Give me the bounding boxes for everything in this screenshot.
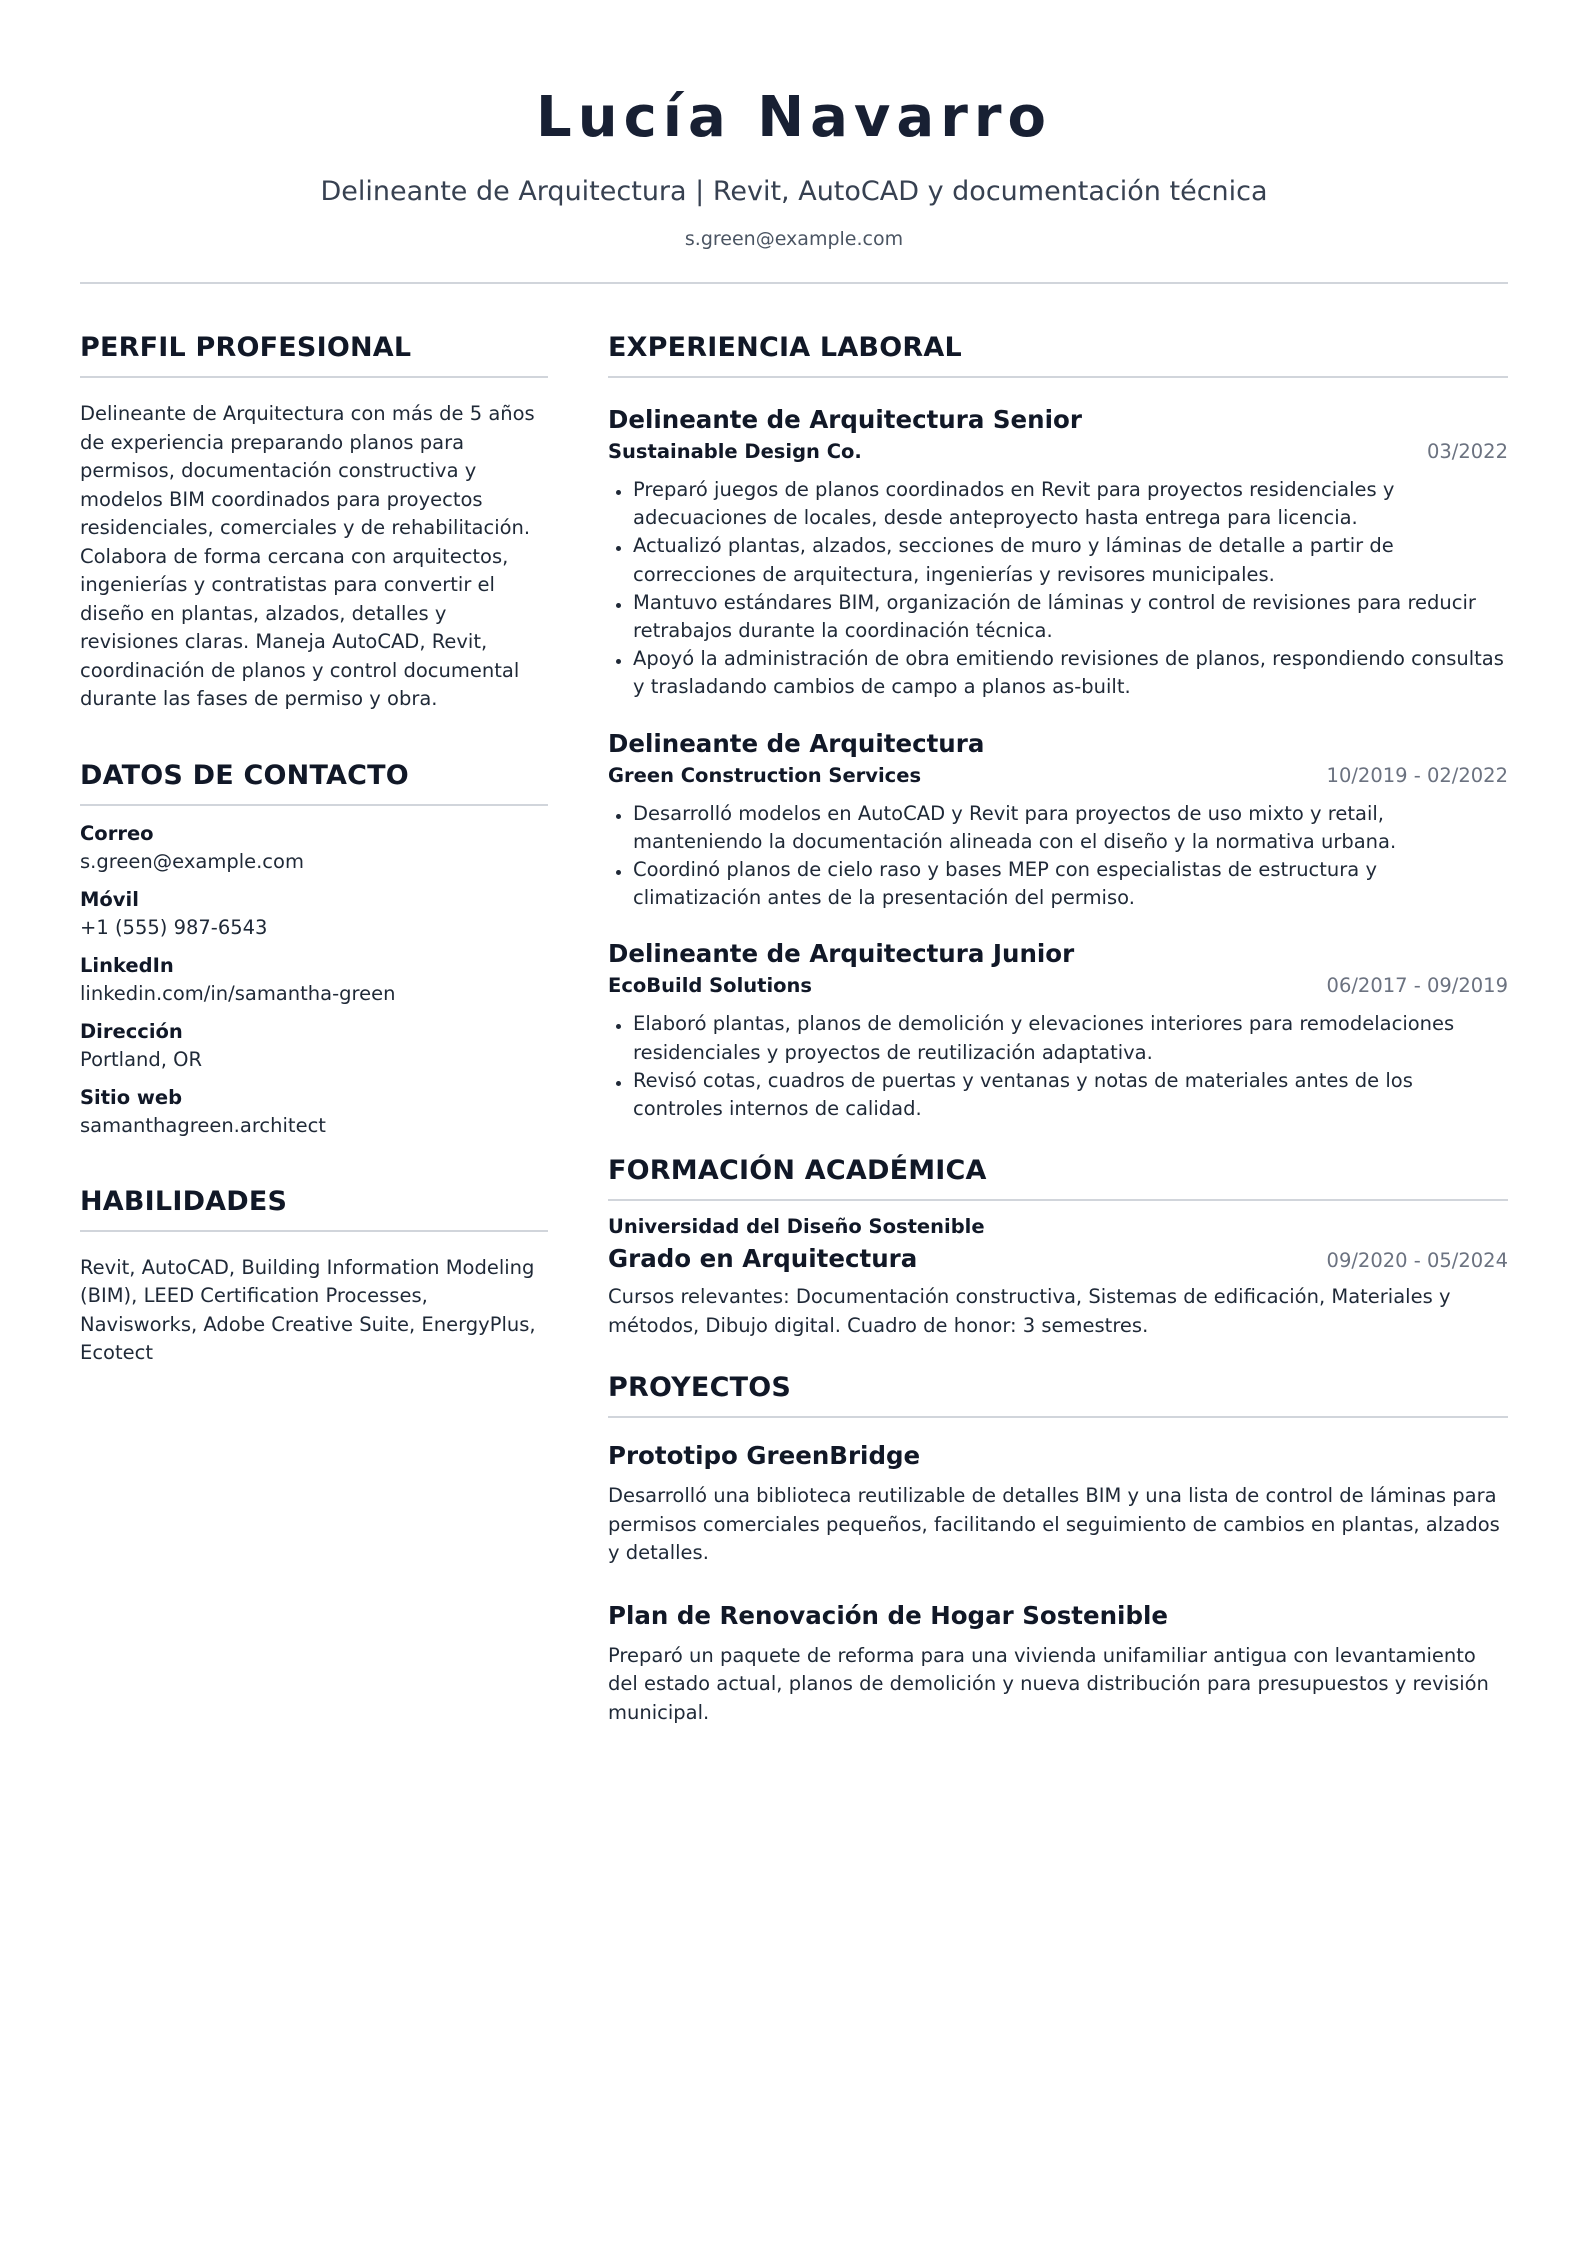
section-title-projects: PROYECTOS bbox=[608, 1370, 1508, 1418]
job-bullet: Coordinó planos de cielo raso y bases MEP con especialistas de estructura y climatización antes de la presentación del permiso. bbox=[608, 856, 1508, 912]
job-bullet: Desarrolló modelos en AutoCAD y Revit para proyectos de uso mixto y retail, manteniendo la documentación alineada con el diseño y la normativa urbana. bbox=[608, 800, 1508, 856]
school-name: Universidad del Diseño Sostenible bbox=[608, 1215, 985, 1239]
job-entry bbox=[608, 404, 1508, 702]
job-bullet: Actualizó plantas, alzados, secciones de muro y láminas de detalle a partir de correcciones de arquitectura, ingenierías y revisores municipales. bbox=[608, 532, 1508, 588]
job-dates: 03/2022 bbox=[1426, 440, 1508, 463]
section-title-contact: DATOS DE CONTACTO bbox=[80, 758, 548, 806]
project-entry bbox=[608, 1440, 1508, 1568]
section-title-experience: EXPERIENCIA LABORAL bbox=[608, 330, 1508, 378]
job-bullets bbox=[608, 800, 1508, 913]
job-meta bbox=[608, 762, 1508, 790]
contact-item-website bbox=[80, 1084, 548, 1140]
job-bullets bbox=[608, 476, 1508, 702]
contact-phone-value: +1 (555) 987-6543 bbox=[80, 915, 268, 939]
contact-item-mobile bbox=[80, 886, 548, 942]
experience-section bbox=[608, 330, 1508, 1123]
profile-section bbox=[80, 330, 548, 714]
project-title: Prototipo GreenBridge bbox=[608, 1441, 921, 1471]
resume-header bbox=[80, 0, 1508, 284]
projects-section bbox=[608, 1370, 1508, 1727]
education-notes: Cursos relevantes: Documentación constructiva, Sistemas de edificación, Materiales y métodos, Dibujo digital. Cuadro de honor: 3 semestres. bbox=[608, 1285, 1451, 1337]
candidate-name: Lucía Navarro bbox=[536, 85, 1052, 150]
company-name: Green Construction Services bbox=[608, 763, 922, 787]
job-bullet: Mantuvo estándares BIM, organización de láminas y control de revisiones para reducir retrabajos durante la coordinación técnica. bbox=[608, 589, 1508, 645]
company-name: EcoBuild Solutions bbox=[608, 974, 813, 998]
left-column bbox=[80, 330, 548, 1757]
section-title-profile: PERFIL PROFESIONAL bbox=[80, 330, 548, 378]
job-bullet: Elaboró plantas, planos de demolición y elevaciones interiores para remodelaciones residenciales y proyectos de reutilización adaptativa. bbox=[608, 1010, 1508, 1066]
job-title: Delineante de Arquitectura Junior bbox=[608, 939, 1075, 969]
education-section bbox=[608, 1153, 1508, 1340]
degree-name: Grado en Arquitectura bbox=[608, 1244, 918, 1274]
contact-website-value[interactable]: samanthagreen.architect bbox=[80, 1113, 326, 1137]
contact-item-linkedin bbox=[80, 952, 548, 1008]
contact-label: LinkedIn bbox=[80, 953, 174, 977]
contact-list bbox=[80, 820, 548, 1140]
project-description: Desarrolló una biblioteca reutilizable de detalles BIM y una lista de control de láminas para permisos comerciales pequeños, facilitando el seguimiento de cambios en plantas, alzados y detalles. bbox=[608, 1484, 1500, 1565]
contact-item-email bbox=[80, 820, 548, 876]
job-bullets bbox=[608, 1010, 1508, 1123]
contact-label: Sitio web bbox=[80, 1085, 183, 1109]
contact-label: Móvil bbox=[80, 887, 139, 911]
right-column bbox=[608, 330, 1508, 1757]
headline: Delineante de Arquitectura | Revit, AutoCAD y documentación técnica bbox=[320, 176, 1268, 207]
job-entry bbox=[608, 938, 1508, 1123]
contact-label: Correo bbox=[80, 821, 154, 845]
job-title: Delineante de Arquitectura Senior bbox=[608, 405, 1082, 434]
education-entry bbox=[608, 1213, 1508, 1340]
contact-item-address bbox=[80, 1018, 548, 1074]
contact-linkedin-value[interactable]: linkedin.com/in/samantha-green bbox=[80, 981, 396, 1005]
header-divider bbox=[80, 282, 1508, 284]
header-email: s.green@example.com bbox=[684, 228, 904, 250]
job-bullet: Preparó juegos de planos coordinados en Revit para proyectos residenciales y adecuaciones de locales, desde anteproyecto hasta entrega para licencia. bbox=[608, 476, 1508, 532]
job-dates: 06/2017 - 09/2019 bbox=[1326, 974, 1508, 998]
job-meta bbox=[608, 972, 1508, 1000]
job-dates: 10/2019 - 02/2022 bbox=[1326, 763, 1508, 787]
skills-list: Revit, AutoCAD, Building Information Modeling (BIM), LEED Certification Processes, Navisworks, Adobe Creative Suite, EnergyPlus, Ecotect bbox=[80, 1255, 536, 1364]
contact-address-value: Portland, OR bbox=[80, 1047, 203, 1071]
education-dates: 09/2020 - 05/2024 bbox=[1326, 1249, 1508, 1273]
job-entry bbox=[608, 728, 1508, 913]
skills-section bbox=[80, 1184, 548, 1368]
profile-summary: Delineante de Arquitectura con más de 5 años de experiencia preparando planos para permisos, documentación constructiva y modelos BIM coordinados para proyectos residenciales, comerciales y de rehabilitación. Colabora de forma cercana con arquitectos, ingenierías y contratistas para convertir el diseño en plantas, alzados, detalles y revisiones claras. Maneja AutoCAD, Revit, coordinación de planos y control documental durante las fases de permiso y obra. bbox=[80, 402, 535, 710]
job-bullet: Revisó cotas, cuadros de puertas y ventanas y notas de materiales antes de los controles internos de calidad. bbox=[608, 1067, 1508, 1123]
section-title-education: FORMACIÓN ACADÉMICA bbox=[608, 1153, 1508, 1201]
contact-label: Dirección bbox=[80, 1019, 183, 1043]
job-bullet: Apoyó la administración de obra emitiendo revisiones de planos, respondiendo consultas y trasladando cambios de campo a planos as-built. bbox=[608, 645, 1508, 701]
contact-email-value[interactable]: s.green@example.com bbox=[80, 849, 304, 873]
company-name: Sustainable Design Co. bbox=[608, 440, 862, 463]
project-entry bbox=[608, 1600, 1508, 1728]
job-title: Delineante de Arquitectura bbox=[608, 728, 985, 758]
job-meta bbox=[608, 438, 1508, 466]
resume-columns bbox=[80, 330, 1508, 1757]
project-title: Plan de Renovación de Hogar Sostenible bbox=[608, 1600, 1169, 1630]
degree-row bbox=[608, 1243, 1508, 1275]
section-title-skills: HABILIDADES bbox=[80, 1184, 548, 1232]
contact-section bbox=[80, 758, 548, 1140]
project-description: Preparó un paquete de reforma para una vivienda unifamiliar antigua con levantamiento del estado actual, planos de demolición y nueva distribución para presupuestos y revisión municipal. bbox=[608, 1643, 1489, 1724]
